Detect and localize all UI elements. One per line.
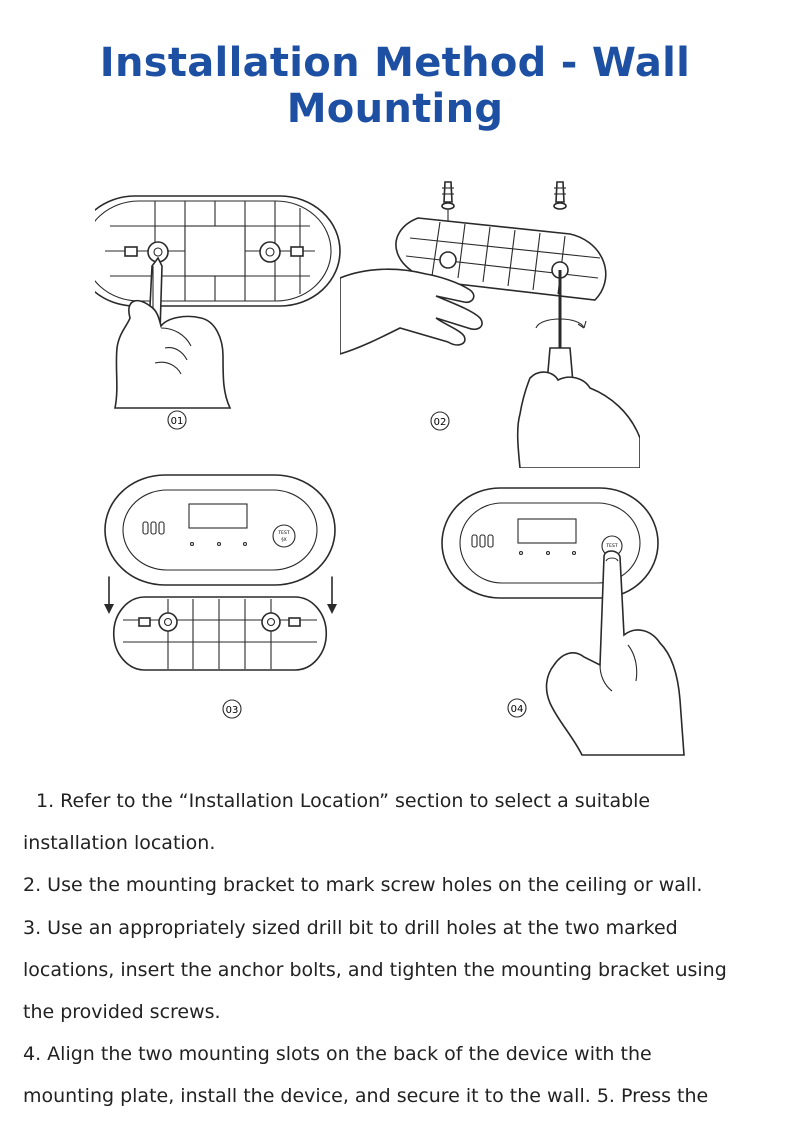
instruction-step-4-line-2: mounting plate, install the device, and secure it to the wall. 5. Press the: [23, 1085, 709, 1108]
step-label-03: 03: [225, 705, 239, 716]
step-label-02: 02: [433, 417, 447, 428]
test-button-label: TEST: [606, 544, 618, 549]
figure-step-01: [95, 188, 345, 438]
screwing-bracket-illustration: [340, 178, 640, 468]
step-label-04: 04: [510, 704, 524, 715]
step1-prefix: 1. Refer to the: [36, 790, 173, 812]
down-arrow-icon: [104, 604, 114, 614]
instruction-step-3-line-1: 3. Use an appropriately sized drill bit to drill holes at the two marked: [23, 916, 678, 939]
bracket-marking-illustration: [95, 188, 345, 438]
anchor-bolt-icon: [442, 182, 454, 224]
page-title: Installation Method - Wall Mounting: [99, 40, 691, 132]
instruction-step-3-line-2: locations, insert the anchor bolts, and tighten the mounting bracket using: [23, 958, 727, 981]
figure-step-03: [95, 472, 350, 724]
device-attach-illustration: [95, 472, 350, 724]
instruction-step-2: 2. Use the mounting bracket to mark screw holes on the ceiling or wall.: [23, 874, 703, 897]
step-label-01: 01: [170, 416, 184, 427]
anchor-bolt-icon: [554, 182, 566, 209]
down-arrow-icon: [327, 604, 337, 614]
instruction-step-3-line-3: the provided screws.: [23, 1001, 221, 1024]
instruction-step-1-line-2: installation location.: [23, 832, 216, 855]
instruction-step-1-line-1: [23, 780, 773, 822]
figure-step-04: [432, 485, 692, 760]
installation-instructions: [23, 780, 773, 1118]
press-test-illustration: [432, 485, 692, 760]
test-button-sublabel: §X: [281, 538, 287, 543]
step1-suffix: section to select a suitable: [395, 790, 651, 812]
instruction-step-4-line-1: 4. Align the two mounting slots on the back of the device with the: [23, 1043, 652, 1066]
step1-quoted-section: “Installation Location”: [178, 790, 390, 812]
figure-step-02: [340, 178, 640, 468]
test-button-label: TEST: [278, 531, 290, 536]
